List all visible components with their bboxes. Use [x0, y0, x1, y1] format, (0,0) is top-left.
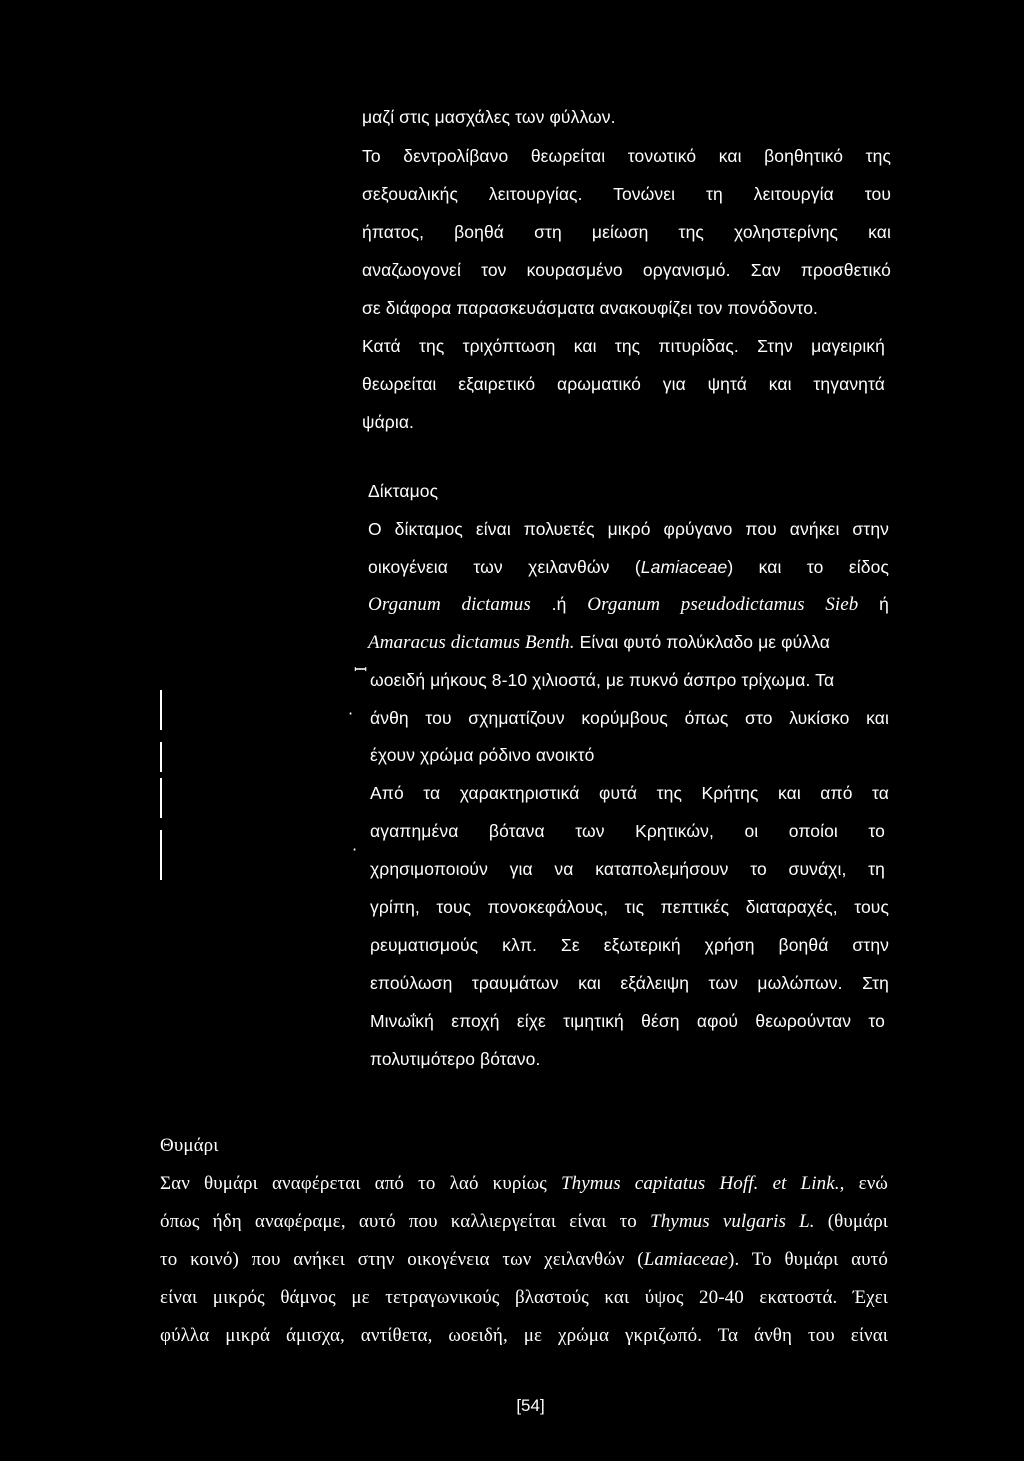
margin-mark: [160, 690, 162, 730]
text-run: (θυμάρι: [814, 1211, 889, 1232]
text-line: [160, 1210, 888, 1234]
family-name-italic: Lamiaceae: [640, 557, 728, 577]
margin-mark: [160, 742, 162, 772]
page-number: [54]: [516, 1396, 545, 1415]
text-line: [368, 555, 889, 579]
margin-glyph: ·: [352, 840, 358, 859]
section-heading: Δίκταμος: [368, 481, 439, 501]
species-name-italic: Amaracus dictamus Benth.: [368, 632, 575, 653]
margin-mark: [160, 830, 162, 880]
text-line: ήπατος, βοηθά στη μείωση της χοληστερίνης και: [362, 222, 891, 242]
text-run: ή: [858, 594, 889, 614]
text-line: [368, 630, 830, 655]
section-heading: Θυμάρι: [160, 1135, 219, 1156]
text-run: .ή: [530, 594, 588, 614]
text-line: αναζωογονεί τον κουρασμένο οργανισμό. Σαν προσθετικό: [362, 260, 891, 280]
text-line: Το δεντρολίβανο θεωρείται τονωτικό και βοηθητικό της: [362, 146, 891, 166]
text-run: Είναι φυτό πολύκλαδο με φύλλα: [574, 632, 830, 652]
text-line: ρευματισμούς κλπ. Σε εξωτερική χρήση βοηθά στην: [370, 935, 889, 955]
text-line: μαζί στις μασχάλες των φύλλων.: [362, 107, 616, 127]
text-line: είναι μικρός θάμνος με τετραγωνικούς βλαστούς και ύψος 20-40 εκατοστά. Έχει: [160, 1287, 888, 1308]
text-run: οικογένεια των χειλανθών (: [368, 557, 641, 577]
margin-glyph: ꟷ: [354, 660, 368, 679]
text-line: επούλωση τραυμάτων και εξάλειψη των μωλώπων. Στη: [370, 973, 889, 993]
text-run: όπως ήδη αναφέραμε, αυτό που καλλιεργείται είναι το: [160, 1211, 651, 1232]
text-run: ). Το θυμάρι αυτό: [728, 1249, 888, 1270]
text-line: [160, 1172, 888, 1196]
text-line: θεωρείται εξαιρετικό αρωματικό για ψητά και τηγανητά: [362, 374, 885, 394]
text-line: γρίπη, τους πονοκεφάλους, τις πεπτικές διαταραχές, τους: [370, 897, 889, 917]
text-line: ωοειδή μήκους 8-10 χιλιοστά, με πυκνό άσπρο τρίχωμα. Τα: [370, 670, 835, 690]
margin-glyph: ·: [348, 704, 354, 723]
species-name-italic: Organum dictamus: [368, 594, 531, 615]
text-line: [368, 592, 889, 617]
text-line: Μινωΐκή εποχή είχε τιμητική θέση αφού θεωρούνταν το: [370, 1011, 885, 1031]
text-line: ψάρια.: [362, 412, 415, 432]
text-line: Ο δίκταμος είναι πολυετές μικρό φρύγανο που ανήκει στην: [368, 519, 889, 539]
species-name-italic: Thymus vulgaris L.: [650, 1211, 815, 1232]
text-run: το κοινό) που ανήκει στην οικογένεια των χειλανθών (: [160, 1249, 644, 1270]
text-line: φύλλα μικρά άμισχα, αντίθετα, ωοειδή, με χρώμα γκριζωπό. Τα άνθη του είναι: [160, 1325, 888, 1346]
family-name-italic: Lamiaceae: [643, 1249, 729, 1270]
text-line: αγαπημένα βότανα των Κρητικών, οι οποίοι το: [370, 821, 885, 841]
text-line: [160, 1248, 888, 1272]
species-name-italic: Thymus capitatus Hoff. et Link.: [560, 1173, 840, 1194]
margin-mark: [160, 778, 162, 818]
text-line: χρησιμοποιούν για να καταπολεμήσουν το συνάχι, τη: [370, 859, 885, 879]
text-line: έχουν χρώμα ρόδινο ανοικτό: [370, 745, 595, 765]
species-name-italic: Organum pseudodictamus Sieb: [587, 594, 859, 615]
text-run: , ενώ: [839, 1173, 888, 1194]
text-line: πολυτιμότερο βότανο.: [370, 1049, 541, 1069]
text-line: Κατά της τριχόπτωση και της πιτυρίδας. Στην μαγειρική: [362, 336, 885, 356]
text-run: ) και το είδος: [727, 557, 889, 577]
text-line: Από τα χαρακτηριστικά φυτά της Κρήτης και από τα: [370, 783, 889, 803]
text-run: Σαν θυμάρι αναφέρεται από το λαό κυρίως: [160, 1173, 561, 1194]
text-line: άνθη του σχηματίζουν κορύμβους όπως στο λυκίσκο και: [370, 708, 889, 728]
text-line: σεξουαλικής λειτουργίας. Τονώνει τη λειτουργία του: [362, 184, 891, 204]
text-line: σε διάφορα παρασκευάσματα ανακουφίζει τον πονόδοντο.: [362, 298, 818, 318]
